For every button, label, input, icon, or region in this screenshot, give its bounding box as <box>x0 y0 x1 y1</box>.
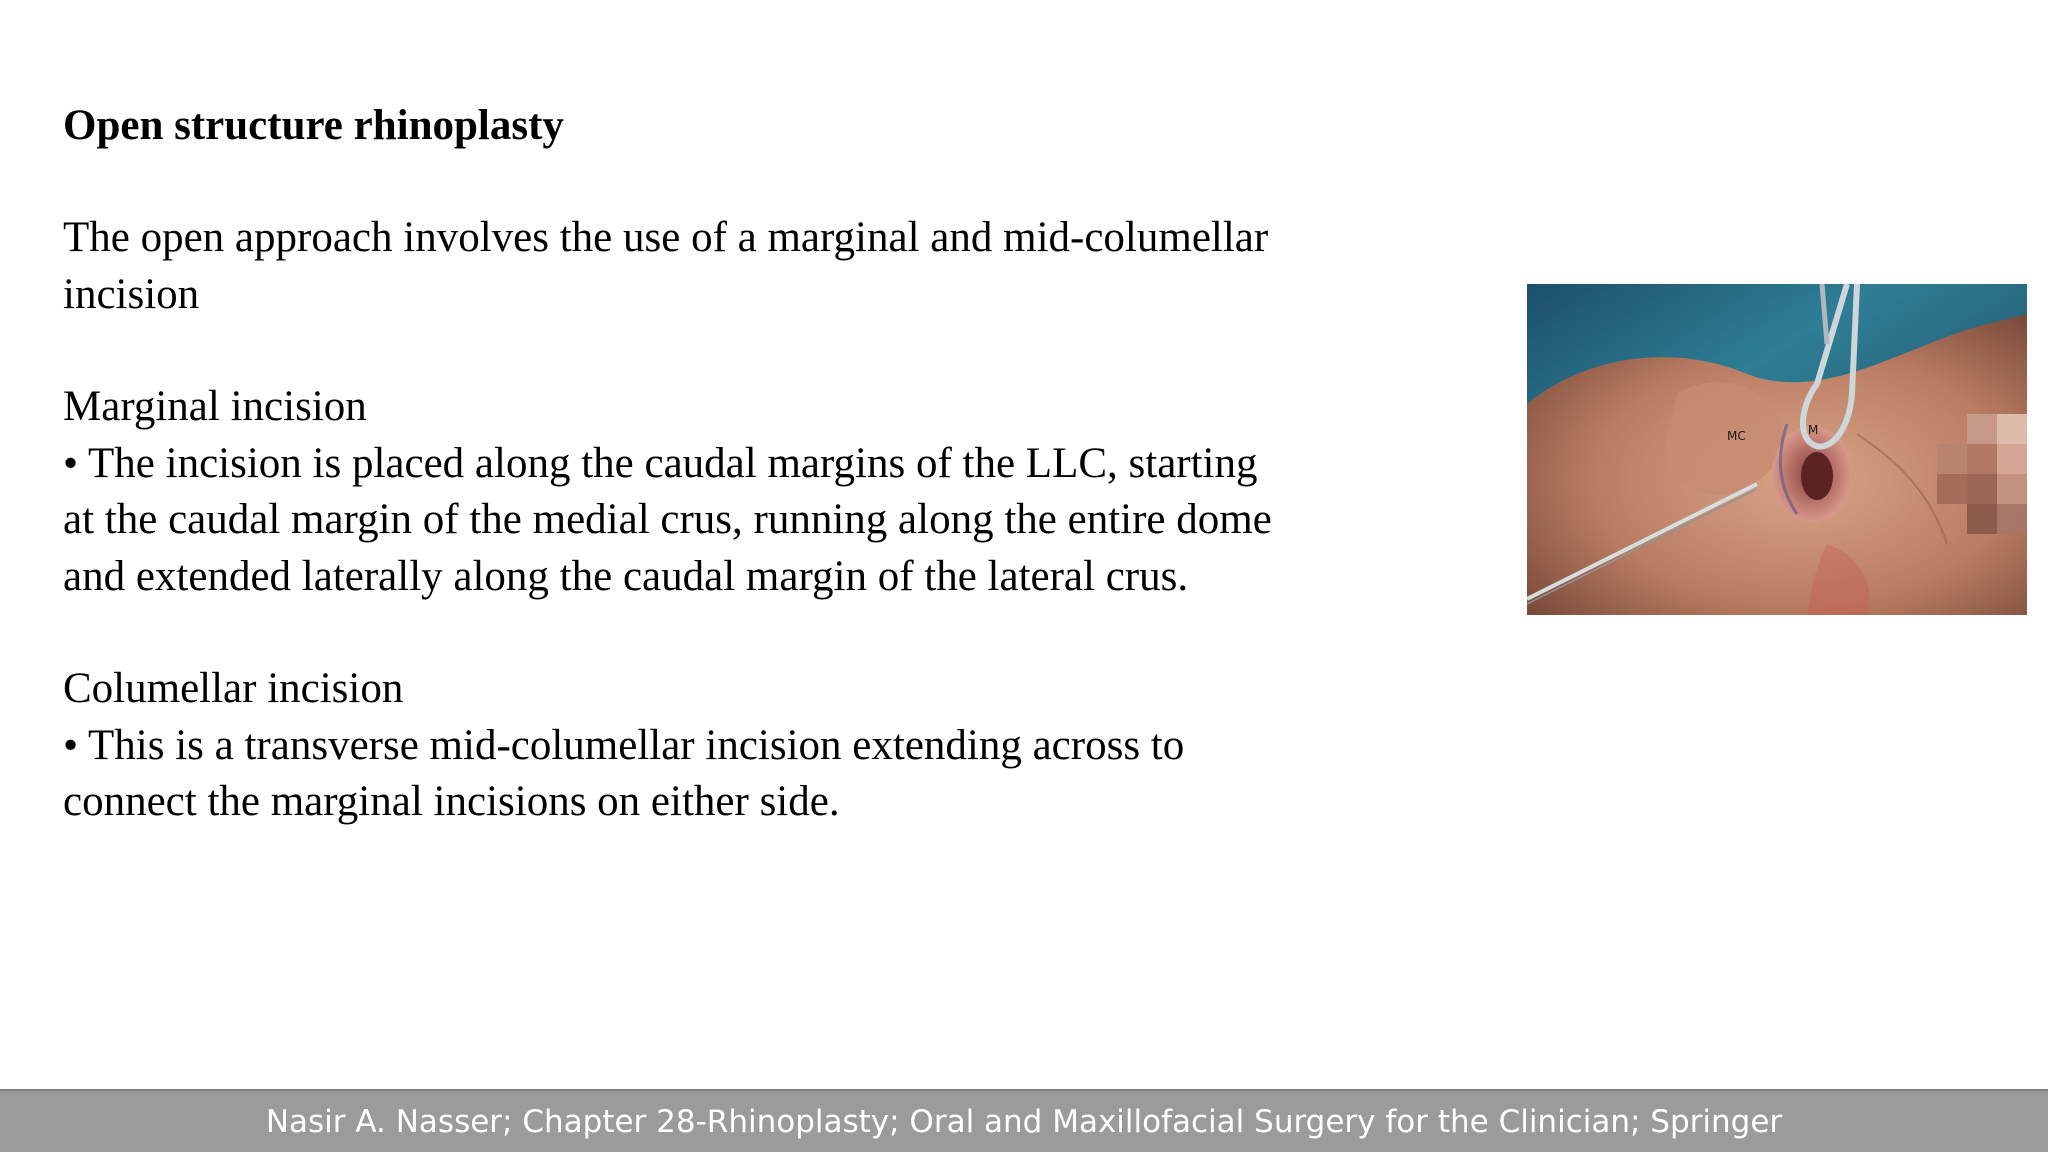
intro-line-1: The open approach involves the use of a marginal and mid-columellar <box>63 214 1269 261</box>
slide-title: Open structure rhinoplasty <box>63 102 564 149</box>
marginal-heading: Marginal incision <box>63 383 367 430</box>
columellar-line-1: • This is a transverse mid-columellar incision extending across to <box>63 721 1185 769</box>
surgical-photo <box>1527 284 2027 615</box>
spacer <box>63 605 1483 661</box>
marginal-line-2: at the caudal margin of the medial crus, running along the entire dome <box>63 496 1272 543</box>
columellar-line-2: connect the marginal incisions on either side. <box>63 778 840 825</box>
surgical-photo-illustration <box>1527 284 2027 615</box>
intro-line-2: incision <box>63 270 200 318</box>
label-mc: MC <box>1727 429 1746 443</box>
columellar-heading: Columellar incision <box>63 665 404 712</box>
spacer <box>63 323 1483 379</box>
citation-text: Nasir A. Nasser; Chapter 28-Rhinoplasty; Oral and Maxillofacial Surgery for the Clinician; Springer <box>265 1103 1783 1140</box>
spacer <box>63 154 1483 210</box>
label-m: M <box>1808 423 1819 437</box>
marginal-line-1: • The incision is placed along the caudal margins of the LLC, starting <box>63 439 1258 487</box>
slide-text <box>63 98 1483 831</box>
marginal-line-3: and extended laterally along the caudal margin of the lateral crus. <box>63 552 1189 600</box>
citation-footer <box>0 1089 2048 1152</box>
